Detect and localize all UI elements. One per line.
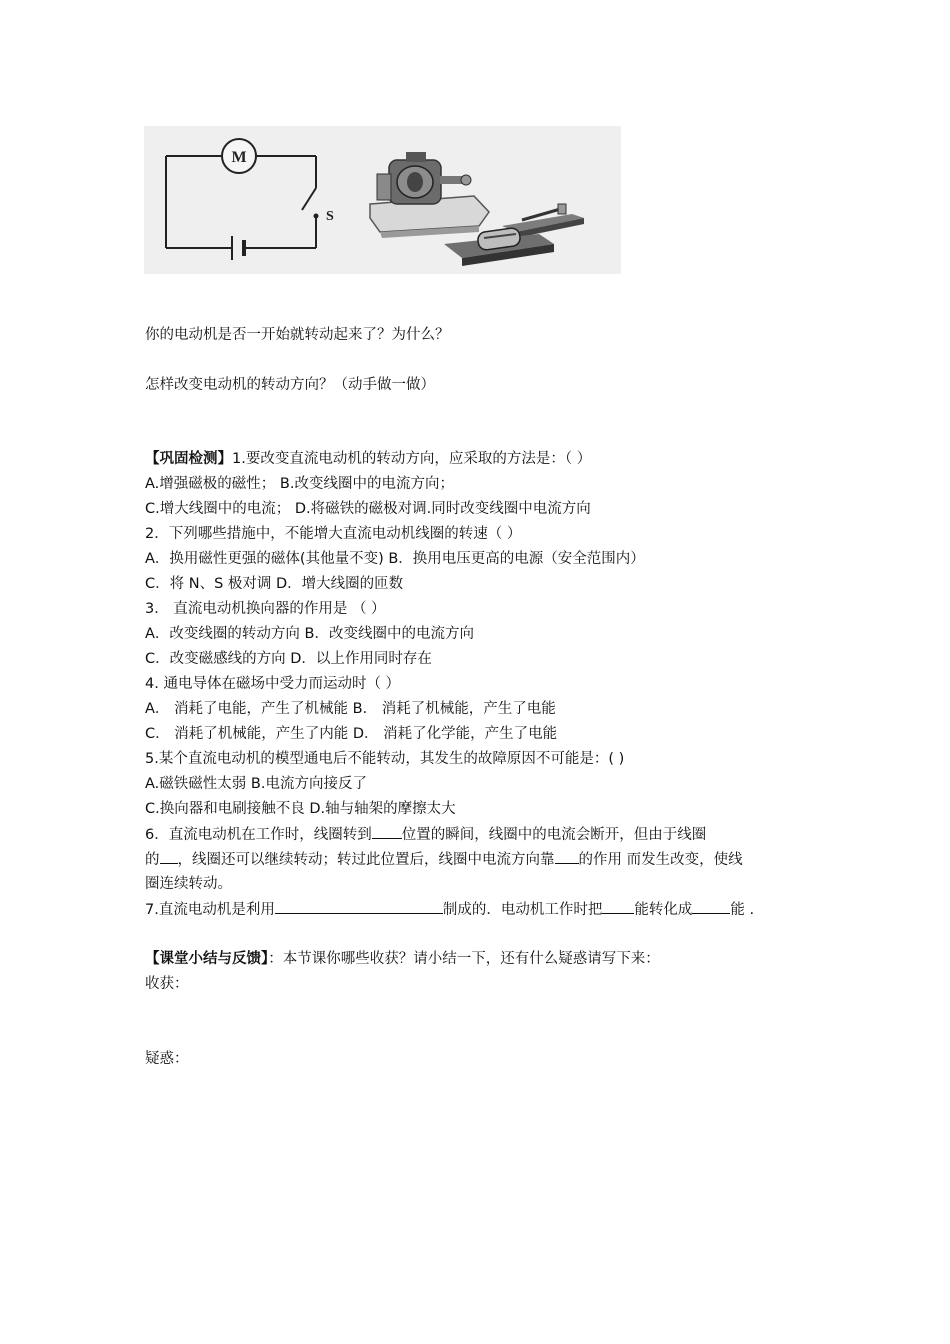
switch-symbol-label: S — [326, 209, 334, 224]
check-q7 — [145, 899, 754, 920]
q7-text-2: 制成的．电动机工作时把 — [442, 902, 603, 918]
q6-blank-inertia[interactable] — [160, 849, 178, 864]
check-heading: 【巩固检测】 — [145, 451, 232, 467]
check-q2: 2．下列哪些措施中，不能增大直流电动机线圈的转速（ ） — [145, 526, 522, 542]
q6-text-4: ，线圈还可以继续转动；转过此位置后，线圈中电流方向靠 — [177, 852, 555, 868]
check-q1 — [145, 449, 591, 469]
q6-blank-commutator[interactable] — [555, 849, 579, 864]
q7-blank-energy-to[interactable] — [692, 899, 730, 914]
question-change-direction: 怎样改变电动机的转动方向？（动手做一做） — [145, 377, 435, 393]
check-q4: 4. 通电导体在磁场中受力而运动时（ ） — [145, 676, 401, 692]
check-q4-options-ab: A． 消耗了电能，产生了机械能 B． 消耗了机械能，产生了电能 — [145, 701, 556, 717]
check-q1-options-cd: C.增大线圈中的电流； D.将磁铁的磁极对调.同时改变线圈中电流方向 — [145, 501, 591, 517]
check-q1-options-ab: A.增强磁极的磁性； B.改变线圈中的电流方向； — [145, 476, 454, 492]
check-q5-options-ab: A.磁铁磁性太弱 B.电流方向接反了 — [145, 776, 367, 792]
q6-text-1: 6．直流电动机在工作时，线圈转到 — [145, 827, 372, 843]
q6-text-3: 的 — [145, 852, 160, 868]
check-q1-text: 1.要改变直流电动机的转动方向，应采取的方法是：（ ） — [232, 451, 592, 467]
summary-doubts-label: 疑惑： — [145, 1051, 189, 1067]
check-q4-options-cd: C． 消耗了机械能，产生了内能 D． 消耗了化学能，产生了电能 — [145, 726, 558, 742]
q7-text-4: 能 . — [730, 902, 755, 918]
check-q6-line1 — [145, 824, 706, 845]
summary-heading: 【课堂小结与反馈】 — [145, 951, 269, 967]
summary-gains-label: 收获： — [145, 976, 189, 992]
check-q3-options-ab: A．改变线圈的转动方向 B．改变线圈中的电流方向 — [145, 626, 474, 642]
q6-text-5: 的作用 而发生改变，使线 — [578, 852, 743, 868]
check-q2-options-cd: C．将 N、S 极对调 D．增大线圈的匝数 — [145, 576, 404, 592]
q6-blank-position[interactable] — [372, 824, 402, 839]
q7-text-3: 能转化成 — [634, 902, 693, 918]
check-q3: 3． 直流电动机换向器的作用是 （ ） — [145, 601, 386, 617]
q6-text-2: 位置的瞬间，线圈中的电流会断开，但由于线圈 — [401, 827, 707, 843]
q7-text-1: 7.直流电动机是利用 — [145, 902, 275, 918]
check-q2-options-ab: A．换用磁性更强的磁体(其他量不变) B．换用电压更高的电源（安全范围内） — [145, 551, 645, 567]
circuit-diagram — [144, 126, 621, 274]
summary-line — [145, 949, 660, 969]
motor-circuit-figure — [144, 126, 621, 274]
check-q6-line3: 圈连续转动。 — [145, 876, 232, 892]
q7-blank-principle[interactable] — [275, 899, 443, 914]
check-q5-options-cd: C.换向器和电刷接触不良 D.轴与轴架的摩擦太大 — [145, 801, 456, 817]
motor-symbol-label: M — [231, 149, 247, 166]
question-motor-start: 你的电动机是否一开始就转动起来了？为什么？ — [145, 327, 450, 343]
summary-prompt: ：本节课你哪些收获？请小结一下，还有什么疑惑请写下来： — [268, 951, 660, 967]
check-q5: 5.某个直流电动机的模型通电后不能转动，其发生的故障原因不可能是：( ) — [145, 751, 625, 767]
check-q3-options-cd: C．改变磁感线的方向 D．以上作用同时存在 — [145, 651, 432, 667]
q7-blank-energy-from[interactable] — [602, 899, 634, 914]
check-q6-line2 — [145, 849, 743, 870]
